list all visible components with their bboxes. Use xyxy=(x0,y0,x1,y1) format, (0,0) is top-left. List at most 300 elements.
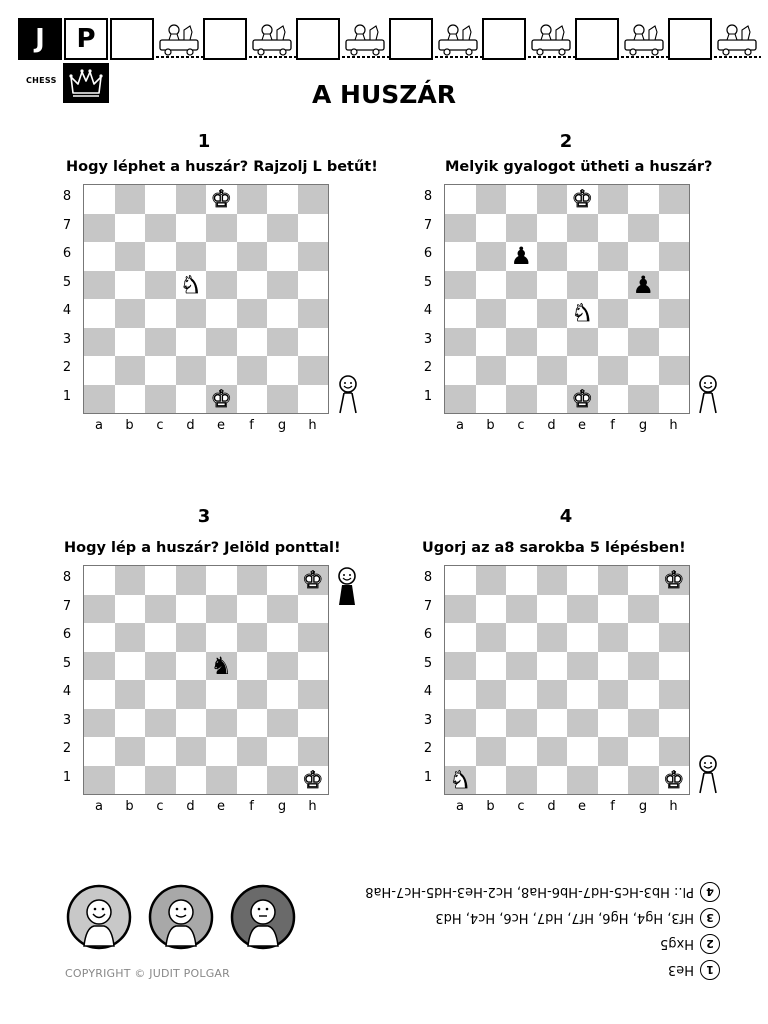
board-square-e3[interactable] xyxy=(567,709,598,738)
board-square-e6[interactable] xyxy=(567,623,598,652)
board-square-e4[interactable] xyxy=(206,680,237,709)
board-square-e4[interactable] xyxy=(206,299,237,328)
board-square-d7[interactable] xyxy=(176,214,207,243)
board-square-h6[interactable] xyxy=(659,242,690,271)
board-square-a2[interactable] xyxy=(84,737,115,766)
board-square-f1[interactable] xyxy=(598,385,629,414)
board-square-d2[interactable] xyxy=(537,356,568,385)
board-square-f2[interactable] xyxy=(237,737,268,766)
board-square-f5[interactable] xyxy=(598,271,629,300)
board-square-c7[interactable] xyxy=(506,214,537,243)
board-square-c7[interactable] xyxy=(145,214,176,243)
board-square-b5[interactable] xyxy=(115,652,146,681)
black-king-icon[interactable]: ♚ xyxy=(210,185,232,214)
header-p-letter: P xyxy=(76,24,96,54)
board-square-a4[interactable] xyxy=(445,299,476,328)
board-square-b2[interactable] xyxy=(476,356,507,385)
board-square-d5[interactable] xyxy=(176,652,207,681)
board-square-a4[interactable] xyxy=(84,680,115,709)
board-square-b1[interactable] xyxy=(115,766,146,795)
board-square-h4[interactable] xyxy=(659,299,690,328)
board-square-a2[interactable] xyxy=(445,737,476,766)
board-square-c6[interactable] xyxy=(145,623,176,652)
board-square-e7[interactable] xyxy=(206,595,237,624)
answer-1 xyxy=(668,960,720,980)
board-square-g1[interactable] xyxy=(267,766,298,795)
board-square-b3[interactable] xyxy=(115,328,146,357)
pawn-mascot-icon xyxy=(694,375,722,415)
rank-label: 3 xyxy=(423,712,433,728)
rank-label: 8 xyxy=(423,189,433,204)
board-square-a3[interactable] xyxy=(445,328,476,357)
board-square-f1[interactable] xyxy=(237,766,268,795)
board-square-f7[interactable] xyxy=(237,214,268,243)
board-square-c3[interactable] xyxy=(145,709,176,738)
board-square-d6[interactable] xyxy=(537,242,568,271)
board-square-h6[interactable] xyxy=(298,623,329,652)
board-square-h2[interactable] xyxy=(298,737,329,766)
board-square-f6[interactable] xyxy=(598,242,629,271)
board-square-d1[interactable] xyxy=(537,766,568,795)
file-label: d xyxy=(186,799,195,814)
board-square-a4[interactable] xyxy=(84,299,115,328)
board-square-a1[interactable] xyxy=(84,385,115,414)
board-square-c3[interactable] xyxy=(145,328,176,357)
board-square-d7[interactable] xyxy=(176,595,207,624)
board-square-a5[interactable] xyxy=(84,652,115,681)
board-square-b7[interactable] xyxy=(476,214,507,243)
board-square-d1[interactable] xyxy=(176,385,207,414)
white-king-icon[interactable]: ♚ xyxy=(301,765,324,794)
board-square-e2[interactable] xyxy=(206,737,237,766)
board-square-g7[interactable] xyxy=(267,214,298,243)
board-square-e8[interactable] xyxy=(567,566,598,595)
board-square-c8[interactable] xyxy=(145,566,176,595)
board-square-b5[interactable] xyxy=(476,271,507,300)
board-square-f4[interactable] xyxy=(237,680,268,709)
board-square-a5[interactable] xyxy=(445,271,476,300)
file-label: c xyxy=(156,799,164,814)
board-square-f8[interactable] xyxy=(598,185,629,214)
board-square-e5[interactable] xyxy=(206,271,237,300)
board-square-c4[interactable] xyxy=(145,299,176,328)
page-title: A HUSZÁR xyxy=(311,80,456,109)
rank-label: 8 xyxy=(423,570,433,585)
black-knight-icon[interactable]: ♞ xyxy=(210,651,232,680)
board-square-b8[interactable] xyxy=(115,185,146,214)
file-label: d xyxy=(186,418,195,433)
board-square-g8[interactable] xyxy=(628,185,659,214)
board-square-c1[interactable] xyxy=(145,766,176,795)
board-square-a5[interactable] xyxy=(445,652,476,681)
board-square-a8[interactable] xyxy=(445,185,476,214)
board-square-c8[interactable] xyxy=(506,566,537,595)
board-square-g3[interactable] xyxy=(628,328,659,357)
board-square-e7[interactable] xyxy=(567,214,598,243)
white-knight-icon[interactable]: ♞ xyxy=(449,765,471,794)
board-square-d8[interactable] xyxy=(176,185,207,214)
board-square-e5[interactable] xyxy=(567,652,598,681)
board-square-b4[interactable] xyxy=(115,299,146,328)
board-square-c2[interactable] xyxy=(506,737,537,766)
white-king-icon[interactable]: ♚ xyxy=(210,384,232,413)
board-square-b6[interactable] xyxy=(476,242,507,271)
board-square-e7[interactable] xyxy=(567,595,598,624)
board-square-a6[interactable] xyxy=(445,242,476,271)
board-square-d3[interactable] xyxy=(537,328,568,357)
rank-label: 7 xyxy=(62,217,72,233)
chessboard xyxy=(444,184,690,414)
board-square-c6[interactable] xyxy=(506,623,537,652)
board-square-h1[interactable] xyxy=(298,385,329,414)
board-square-h5[interactable] xyxy=(659,652,690,681)
board-square-g2[interactable] xyxy=(628,356,659,385)
board-square-c7[interactable] xyxy=(145,595,176,624)
board-square-c5[interactable] xyxy=(506,271,537,300)
board-square-b3[interactable] xyxy=(115,709,146,738)
board-square-b5[interactable] xyxy=(115,271,146,300)
board-square-g6[interactable] xyxy=(267,242,298,271)
board-square-e1[interactable] xyxy=(567,766,598,795)
board-square-b5[interactable] xyxy=(476,652,507,681)
file-label: e xyxy=(217,418,225,433)
board-square-a6[interactable] xyxy=(84,242,115,271)
chessboard xyxy=(83,565,329,795)
board-square-h4[interactable] xyxy=(298,680,329,709)
board-square-b8[interactable] xyxy=(115,566,146,595)
board-square-g2[interactable] xyxy=(267,356,298,385)
board-square-b1[interactable] xyxy=(115,385,146,414)
rank-label: 8 xyxy=(62,189,72,204)
board-square-f7[interactable] xyxy=(598,595,629,624)
board-square-f4[interactable] xyxy=(237,299,268,328)
rank-label: 7 xyxy=(62,598,72,614)
board-square-d1[interactable] xyxy=(537,385,568,414)
board-square-a6[interactable] xyxy=(445,623,476,652)
board-square-b2[interactable] xyxy=(115,737,146,766)
board-square-a7[interactable] xyxy=(84,595,115,624)
board-square-c3[interactable] xyxy=(506,328,537,357)
board-square-d2[interactable] xyxy=(537,737,568,766)
board-square-b7[interactable] xyxy=(115,595,146,624)
board-square-d6[interactable] xyxy=(537,623,568,652)
board-square-d5[interactable] xyxy=(537,652,568,681)
board-square-b2[interactable] xyxy=(115,356,146,385)
board-square-b4[interactable] xyxy=(476,680,507,709)
board-square-c2[interactable] xyxy=(145,737,176,766)
board-square-f4[interactable] xyxy=(598,299,629,328)
board-square-a3[interactable] xyxy=(445,709,476,738)
board-square-e5[interactable] xyxy=(567,271,598,300)
board-square-h5[interactable] xyxy=(298,652,329,681)
board-square-h1[interactable] xyxy=(659,385,690,414)
board-square-f7[interactable] xyxy=(598,214,629,243)
copyright: COPYRIGHT © JUDIT POLGAR xyxy=(65,967,230,980)
board-square-d4[interactable] xyxy=(176,299,207,328)
board-square-g1[interactable] xyxy=(267,385,298,414)
board-square-e2[interactable] xyxy=(206,356,237,385)
board-square-d7[interactable] xyxy=(537,595,568,624)
board-square-d4[interactable] xyxy=(537,299,568,328)
board-square-c5[interactable] xyxy=(506,652,537,681)
board-square-h7[interactable] xyxy=(298,595,329,624)
board-square-h3[interactable] xyxy=(298,709,329,738)
white-knight-icon[interactable]: ♞ xyxy=(571,299,593,328)
board-square-f3[interactable] xyxy=(237,328,268,357)
board-square-h2[interactable] xyxy=(298,356,329,385)
board-square-c1[interactable] xyxy=(506,385,537,414)
board-square-f2[interactable] xyxy=(237,356,268,385)
board-square-f3[interactable] xyxy=(237,709,268,738)
board-square-c8[interactable] xyxy=(145,185,176,214)
board-square-h7[interactable] xyxy=(659,595,690,624)
rank-label: 4 xyxy=(62,684,72,699)
board-square-c3[interactable] xyxy=(506,709,537,738)
board-square-d5[interactable] xyxy=(537,271,568,300)
board-square-c1[interactable] xyxy=(145,385,176,414)
board-square-a4[interactable] xyxy=(445,680,476,709)
board-square-h7[interactable] xyxy=(659,214,690,243)
board-square-f1[interactable] xyxy=(237,385,268,414)
board-square-e2[interactable] xyxy=(567,737,598,766)
board-square-h8[interactable] xyxy=(298,185,329,214)
file-label: h xyxy=(308,418,317,433)
file-label: e xyxy=(578,799,586,814)
board-square-d8[interactable] xyxy=(537,185,568,214)
board-square-d2[interactable] xyxy=(176,356,207,385)
board-square-a7[interactable] xyxy=(445,214,476,243)
rank-label: 1 xyxy=(423,388,433,404)
board-square-c6[interactable] xyxy=(145,242,176,271)
board-square-c4[interactable] xyxy=(145,680,176,709)
board-square-b8[interactable] xyxy=(476,566,507,595)
black-king-icon[interactable]: ♚ xyxy=(571,185,593,214)
board-square-d1[interactable] xyxy=(176,766,207,795)
board-square-f5[interactable] xyxy=(237,652,268,681)
board-square-h3[interactable] xyxy=(659,328,690,357)
board-square-b7[interactable] xyxy=(115,214,146,243)
answer-text: Pl.: Hb3-Hc5-Hd7-Hb6-Ha8, Hc2-He3-Hd5-Hc7-Ha8 xyxy=(365,884,694,900)
board-square-h6[interactable] xyxy=(298,242,329,271)
board-square-c4[interactable] xyxy=(506,299,537,328)
board-square-f8[interactable] xyxy=(598,566,629,595)
board-square-e4[interactable] xyxy=(567,680,598,709)
board-square-g1[interactable] xyxy=(628,385,659,414)
board-square-e3[interactable] xyxy=(206,709,237,738)
board-square-f4[interactable] xyxy=(598,680,629,709)
board-square-d3[interactable] xyxy=(176,709,207,738)
board-square-h3[interactable] xyxy=(298,328,329,357)
board-square-a7[interactable] xyxy=(445,595,476,624)
board-square-b8[interactable] xyxy=(476,185,507,214)
board-square-a8[interactable] xyxy=(84,566,115,595)
board-square-g7[interactable] xyxy=(628,214,659,243)
pawn-mascot-icon xyxy=(334,375,362,415)
board-square-a3[interactable] xyxy=(84,709,115,738)
board-square-g8[interactable] xyxy=(267,566,298,595)
puzzle-number: 1 xyxy=(197,131,211,152)
board-square-h2[interactable] xyxy=(659,356,690,385)
board-square-a2[interactable] xyxy=(84,356,115,385)
board-square-a7[interactable] xyxy=(84,214,115,243)
board-square-a8[interactable] xyxy=(445,566,476,595)
board-square-d4[interactable] xyxy=(537,680,568,709)
header-empty-box xyxy=(482,18,526,60)
board-square-d8[interactable] xyxy=(537,566,568,595)
board-square-d2[interactable] xyxy=(176,737,207,766)
board-square-f5[interactable] xyxy=(598,652,629,681)
board-square-d3[interactable] xyxy=(537,709,568,738)
board-square-g5[interactable] xyxy=(628,652,659,681)
board-square-c2[interactable] xyxy=(506,356,537,385)
board-square-e6[interactable] xyxy=(567,242,598,271)
board-square-h8[interactable] xyxy=(659,185,690,214)
board-square-e3[interactable] xyxy=(206,328,237,357)
board-square-h7[interactable] xyxy=(298,214,329,243)
file-label: h xyxy=(669,799,678,814)
board-square-g3[interactable] xyxy=(267,709,298,738)
board-square-f2[interactable] xyxy=(598,356,629,385)
white-king-icon[interactable]: ♚ xyxy=(571,384,593,413)
board-square-g7[interactable] xyxy=(628,595,659,624)
board-square-f2[interactable] xyxy=(598,737,629,766)
board-square-e8[interactable] xyxy=(206,566,237,595)
board-square-e2[interactable] xyxy=(567,356,598,385)
board-square-c5[interactable] xyxy=(145,652,176,681)
board-square-e6[interactable] xyxy=(206,242,237,271)
board-square-e1[interactable] xyxy=(206,766,237,795)
board-square-f7[interactable] xyxy=(237,595,268,624)
board-square-c1[interactable] xyxy=(506,766,537,795)
board-square-a1[interactable] xyxy=(84,766,115,795)
board-square-f8[interactable] xyxy=(237,185,268,214)
board-square-g4[interactable] xyxy=(267,680,298,709)
board-square-g3[interactable] xyxy=(628,709,659,738)
board-square-c4[interactable] xyxy=(506,680,537,709)
board-square-a2[interactable] xyxy=(445,356,476,385)
black-king-icon[interactable]: ♚ xyxy=(301,566,324,595)
board-square-b4[interactable] xyxy=(476,299,507,328)
file-label: g xyxy=(638,418,648,433)
board-square-g6[interactable] xyxy=(628,242,659,271)
board-square-d6[interactable] xyxy=(176,623,207,652)
file-label: b xyxy=(125,418,134,433)
board-square-d4[interactable] xyxy=(176,680,207,709)
board-square-g4[interactable] xyxy=(267,299,298,328)
board-square-f3[interactable] xyxy=(598,328,629,357)
board-square-g6[interactable] xyxy=(628,623,659,652)
board-square-g6[interactable] xyxy=(267,623,298,652)
rank-label: 5 xyxy=(423,655,433,671)
board-square-g7[interactable] xyxy=(267,595,298,624)
board-square-f6[interactable] xyxy=(237,242,268,271)
board-square-e7[interactable] xyxy=(206,214,237,243)
board-square-b1[interactable] xyxy=(476,766,507,795)
rank-label: 5 xyxy=(423,274,433,290)
board-square-d6[interactable] xyxy=(176,242,207,271)
train-car-icon xyxy=(714,16,761,62)
board-square-a1[interactable] xyxy=(445,385,476,414)
board-square-g1[interactable] xyxy=(628,766,659,795)
board-square-a5[interactable] xyxy=(84,271,115,300)
board-square-b3[interactable] xyxy=(476,709,507,738)
board-square-g2[interactable] xyxy=(267,737,298,766)
board-square-g5[interactable] xyxy=(267,652,298,681)
pawn-mascot-icon xyxy=(694,755,722,795)
answer-number: 1 xyxy=(700,960,720,980)
board-square-h3[interactable] xyxy=(659,709,690,738)
board-square-f6[interactable] xyxy=(598,623,629,652)
board-square-f1[interactable] xyxy=(598,766,629,795)
board-square-h4[interactable] xyxy=(298,299,329,328)
board-square-g8[interactable] xyxy=(267,185,298,214)
board-square-c8[interactable] xyxy=(506,185,537,214)
answer-text: Hxg5 xyxy=(660,936,694,952)
board-square-h6[interactable] xyxy=(659,623,690,652)
rank-label: 6 xyxy=(423,246,433,261)
board-square-g5[interactable] xyxy=(267,271,298,300)
board-square-d8[interactable] xyxy=(176,566,207,595)
board-square-f6[interactable] xyxy=(237,623,268,652)
board-square-b3[interactable] xyxy=(476,328,507,357)
board-square-c5[interactable] xyxy=(145,271,176,300)
board-square-g2[interactable] xyxy=(628,737,659,766)
board-square-f8[interactable] xyxy=(237,566,268,595)
board-square-b4[interactable] xyxy=(115,680,146,709)
board-square-b7[interactable] xyxy=(476,595,507,624)
board-square-b1[interactable] xyxy=(476,385,507,414)
board-square-f5[interactable] xyxy=(237,271,268,300)
board-square-b2[interactable] xyxy=(476,737,507,766)
black-king-icon[interactable]: ♚ xyxy=(662,566,685,595)
board-square-b6[interactable] xyxy=(115,623,146,652)
answer-number: 4 xyxy=(700,882,720,902)
white-knight-icon[interactable]: ♞ xyxy=(179,270,202,299)
board-square-b6[interactable] xyxy=(476,623,507,652)
board-square-h5[interactable] xyxy=(298,271,329,300)
board-square-g3[interactable] xyxy=(267,328,298,357)
smiling-face-icon xyxy=(148,884,214,950)
black-pawn-icon[interactable]: ♟ xyxy=(632,270,654,299)
board-square-c7[interactable] xyxy=(506,595,537,624)
board-square-a6[interactable] xyxy=(84,623,115,652)
answer-4 xyxy=(365,882,720,902)
rank-label: 5 xyxy=(62,274,72,290)
board-square-a3[interactable] xyxy=(84,328,115,357)
board-square-f3[interactable] xyxy=(598,709,629,738)
board-square-g4[interactable] xyxy=(628,299,659,328)
file-label: g xyxy=(638,799,648,814)
answer-text: Hf3, Hg4, Hg6, Hf7, Hd7, Hc6, Hc4, Hd3 xyxy=(435,910,694,926)
white-king-icon[interactable]: ♚ xyxy=(662,765,685,794)
answers-upside-down xyxy=(330,878,724,982)
black-pawn-icon[interactable]: ♟ xyxy=(510,242,532,271)
board-square-h5[interactable] xyxy=(659,271,690,300)
board-square-d3[interactable] xyxy=(176,328,207,357)
board-square-a8[interactable] xyxy=(84,185,115,214)
board-square-g8[interactable] xyxy=(628,566,659,595)
board-square-h4[interactable] xyxy=(659,680,690,709)
board-square-h2[interactable] xyxy=(659,737,690,766)
board-square-e6[interactable] xyxy=(206,623,237,652)
header-empty-box xyxy=(296,18,340,60)
board-square-g4[interactable] xyxy=(628,680,659,709)
board-square-c2[interactable] xyxy=(145,356,176,385)
board-square-d7[interactable] xyxy=(537,214,568,243)
rank-label: 3 xyxy=(62,712,72,728)
board-square-e3[interactable] xyxy=(567,328,598,357)
board-square-b6[interactable] xyxy=(115,242,146,271)
